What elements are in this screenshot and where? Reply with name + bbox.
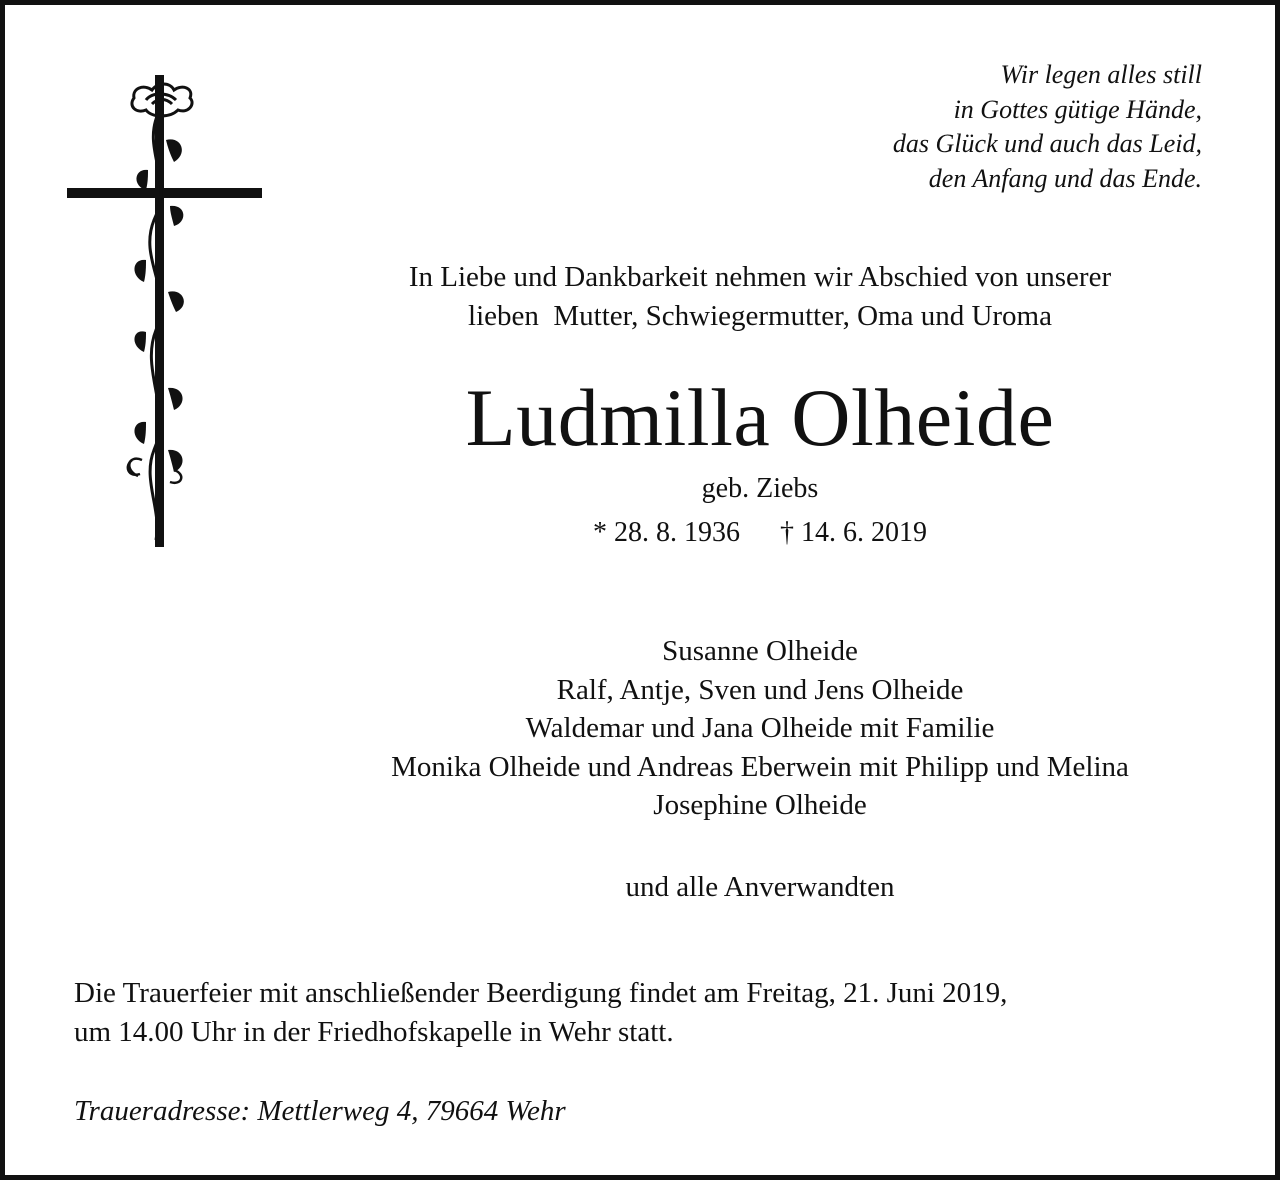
intro-line: In Liebe und Dankbarkeit nehmen wir Abschied von unserer [408, 261, 1112, 293]
deceased-name: Ludmilla Olheide [465, 372, 1055, 463]
mourner-line: Josephine Olheide [653, 789, 867, 821]
intro-text [300, 258, 1220, 336]
cross-with-rose-icon [62, 70, 267, 550]
funeral-line: um 14.00 Uhr in der Friedhofskapelle in Wehr statt. [74, 1016, 674, 1048]
mourner-line: Ralf, Antje, Sven und Jens Olheide [556, 673, 964, 706]
poem-line: Wir legen alles still [1000, 60, 1202, 89]
poem-line: den Anfang und das Ende. [928, 163, 1202, 193]
relatives-line: und alle Anverwandten [625, 871, 895, 903]
funeral-line: Die Trauerfeier mit anschließender Beerdigung findet am Freitag, 21. Juni 2019, [74, 977, 1008, 1009]
funeral-info [74, 974, 1224, 1052]
mourners-list [300, 632, 1220, 825]
birth-date: * 28. 8. 1936 [593, 517, 740, 548]
intro-line: lieben Mutter, Schwiegermutter, Oma und Uroma [468, 300, 1052, 332]
mourner-line: Waldemar und Jana Olheide mit Familie [525, 712, 995, 744]
mourning-address: Traueradresse: Mettlerweg 4, 79664 Wehr [74, 1095, 566, 1127]
poem [893, 58, 1202, 196]
poem-line: in Gottes gütige Hände, [953, 94, 1202, 124]
mourner-line: Susanne Olheide [662, 635, 858, 667]
birth-name: geb. Ziebs [701, 473, 819, 504]
death-date: † 14. 6. 2019 [780, 517, 927, 548]
life-dates [300, 514, 1220, 552]
mourner-line: Monika Olheide und Andreas Eberwein mit Philipp und Melina [391, 750, 1129, 783]
poem-line: das Glück und auch das Leid, [892, 129, 1202, 158]
